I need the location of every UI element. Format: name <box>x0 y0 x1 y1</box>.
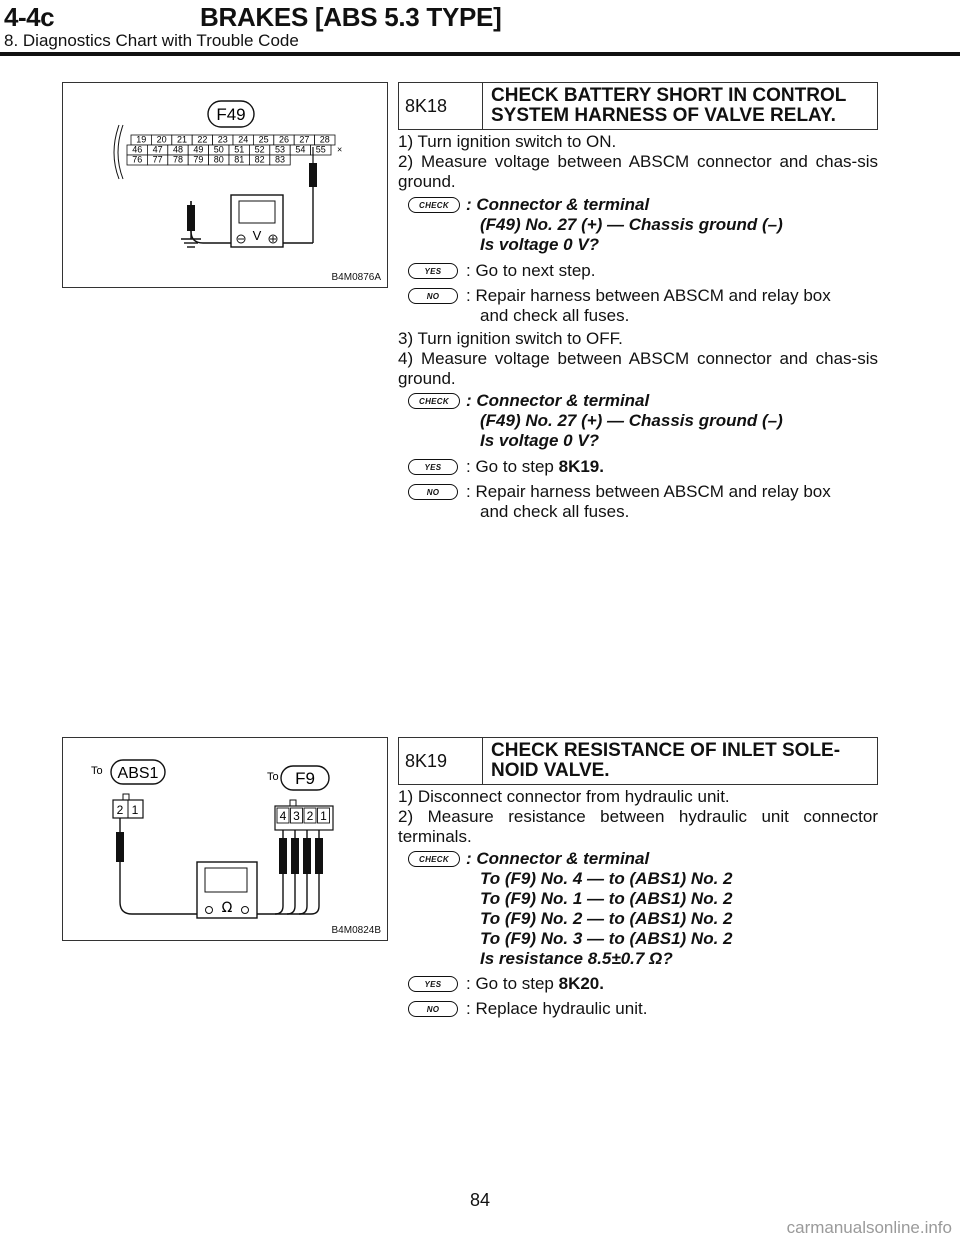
connector-pin-number: 55 <box>315 144 326 155</box>
check-line: To (F9) No. 2 — to (ABS1) No. 2 <box>480 909 733 928</box>
check-line: : Connector & terminal <box>466 195 650 214</box>
yes-result-text: : Go to step <box>466 457 559 476</box>
voltmeter-symbol: V <box>252 228 262 243</box>
instruction-line: 1) Turn ignition switch to ON. <box>398 132 617 151</box>
step-code: 8K18 <box>399 83 483 129</box>
f9-pin-number: 2 <box>306 809 314 823</box>
check-condition <box>466 195 783 255</box>
connector-pin-number: 46 <box>132 144 143 155</box>
check-line: Is resistance 8.5±0.7 Ω? <box>480 949 673 968</box>
yes-badge: YES <box>408 976 458 992</box>
f9-pin-number: 1 <box>320 809 327 823</box>
connector-label-abs1: ABS1 <box>117 765 159 782</box>
connector-pin-number: 82 <box>254 154 265 165</box>
connector-pin-number: 22 <box>197 134 208 145</box>
no-badge: NO <box>408 1001 458 1017</box>
check-line: Is voltage 0 V? <box>480 431 600 450</box>
yes-badge: YES <box>408 459 458 475</box>
to-label: To <box>91 765 103 777</box>
connector-pin-number: 28 <box>319 134 330 145</box>
check-line: To (F9) No. 3 — to (ABS1) No. 2 <box>480 929 733 948</box>
connector-pin-number: 24 <box>238 134 249 145</box>
connector-pin-number: 83 <box>274 154 286 165</box>
page-header <box>0 0 960 58</box>
check-line: : Connector & terminal <box>466 391 650 410</box>
watermark: carmanualsonline.info <box>786 1218 952 1237</box>
abs1-pin: 2 <box>116 803 124 817</box>
page-number: 84 <box>469 1190 491 1210</box>
connector-pin-number: 19 <box>136 134 147 145</box>
connector-label-f49: F49 <box>216 105 246 124</box>
step-instructions <box>398 787 878 847</box>
step-header-8k18 <box>398 82 878 130</box>
instruction-line: 3) Turn ignition switch to OFF. <box>398 329 623 348</box>
connector-pin-number: 47 <box>152 144 163 155</box>
connector-pin-number: 54 <box>295 144 306 155</box>
check-condition <box>466 391 783 451</box>
step-reference-link[interactable]: 8K19. <box>558 457 604 476</box>
ohmmeter-symbol: Ω <box>221 900 233 916</box>
yes-badge: YES <box>408 263 458 279</box>
connector-pin-number: 81 <box>234 154 245 165</box>
no-result <box>466 286 878 326</box>
connector-pin-number: 21 <box>176 134 188 145</box>
connector-pin-number: 52 <box>254 144 265 155</box>
figure-caption: B4M0876A <box>331 272 381 283</box>
connector-pin-number: 26 <box>278 134 290 145</box>
no-badge: NO <box>408 484 458 500</box>
figure-caption: B4M0824B <box>331 925 381 936</box>
connector-pin-grid <box>127 135 342 166</box>
no-badge: NO <box>408 288 458 304</box>
abs1-pin: 1 <box>131 803 139 817</box>
check-badge: CHECK <box>408 851 460 867</box>
no-result-line: : Repair harness between ABSCM and relay box <box>466 286 831 305</box>
figure-f49-voltage <box>62 82 388 288</box>
section-number: 4-4c <box>4 2 55 32</box>
wiring-diagram-f49 <box>63 83 387 287</box>
connector-pin-number: 80 <box>213 154 224 165</box>
step-instructions <box>398 329 878 389</box>
yes-result: : Go to next step. <box>466 261 596 280</box>
figure-f9-resistance <box>62 737 388 941</box>
yes-result <box>466 457 604 477</box>
no-result-line: and check all fuses. <box>480 502 630 521</box>
step-reference-link[interactable]: 8K20. <box>558 974 604 993</box>
section-subtitle: 8. Diagnostics Chart with Trouble Code <box>4 31 299 50</box>
no-result-line: : Repair harness between ABSCM and relay box <box>466 482 831 501</box>
connector-pin-number: 76 <box>132 154 143 165</box>
connector-pin-number: 53 <box>274 144 286 155</box>
connector-pin-number: 27 <box>299 134 310 145</box>
to-label: To <box>267 771 279 783</box>
step-title: CHECK RESISTANCE OF INLET SOLE-NOID VALVE. <box>491 740 841 781</box>
f9-pin-number: 3 <box>293 809 300 823</box>
check-line: (F49) No. 27 (+) — Chassis ground (–) <box>480 411 783 430</box>
yes-result-text: : Go to step <box>466 974 559 993</box>
step-instructions <box>398 132 878 192</box>
check-line: : Connector & terminal <box>466 849 650 868</box>
connector-label-f9: F9 <box>295 769 315 788</box>
check-line: To (F9) No. 4 — to (ABS1) No. 2 <box>480 869 733 888</box>
check-condition <box>466 849 732 969</box>
no-result: : Replace hydraulic unit. <box>466 999 648 1018</box>
connector-pin-number: 23 <box>217 134 228 145</box>
instruction-line: 2) Measure resistance between hydraulic unit connector terminals. <box>398 807 878 846</box>
connector-pin-number: 50 <box>213 144 224 155</box>
wiring-diagram-f9 <box>63 738 387 940</box>
instruction-line: 4) Measure voltage between ABSCM connector and chas-sis ground. <box>398 349 878 388</box>
no-result-line: and check all fuses. <box>480 306 630 325</box>
step-header-8k19 <box>398 737 878 785</box>
yes-result <box>466 974 604 994</box>
connector-pin-number: 79 <box>193 154 204 165</box>
connector-pin-number: 48 <box>172 144 184 155</box>
connector-pin-number: 20 <box>156 134 167 145</box>
connector-pin-number: 51 <box>234 144 245 155</box>
header-rule <box>0 52 960 56</box>
connector-pin-number: 78 <box>172 154 184 165</box>
no-result <box>466 482 878 522</box>
check-line: Is voltage 0 V? <box>480 235 600 254</box>
connector-pin-number: 49 <box>193 144 204 155</box>
check-line: (F49) No. 27 (+) — Chassis ground (–) <box>480 215 783 234</box>
instruction-line: 2) Measure voltage between ABSCM connector and chas-sis ground. <box>398 152 878 191</box>
connector-cross-mark: × <box>337 144 343 155</box>
instruction-line: 1) Disconnect connector from hydraulic unit. <box>398 787 730 806</box>
check-badge: CHECK <box>408 393 460 409</box>
step-code: 8K19 <box>399 738 483 784</box>
connector-pin-number: 77 <box>152 154 163 165</box>
step-title: CHECK BATTERY SHORT IN CONTROL SYSTEM HARNESS OF VALVE RELAY. <box>491 85 847 126</box>
check-line: To (F9) No. 1 — to (ABS1) No. 2 <box>480 889 733 908</box>
section-title: BRAKES [ABS 5.3 TYPE] <box>200 2 502 32</box>
connector-pin-number: 25 <box>258 134 269 145</box>
check-badge: CHECK <box>408 197 460 213</box>
f9-pin-number: 4 <box>279 809 287 823</box>
